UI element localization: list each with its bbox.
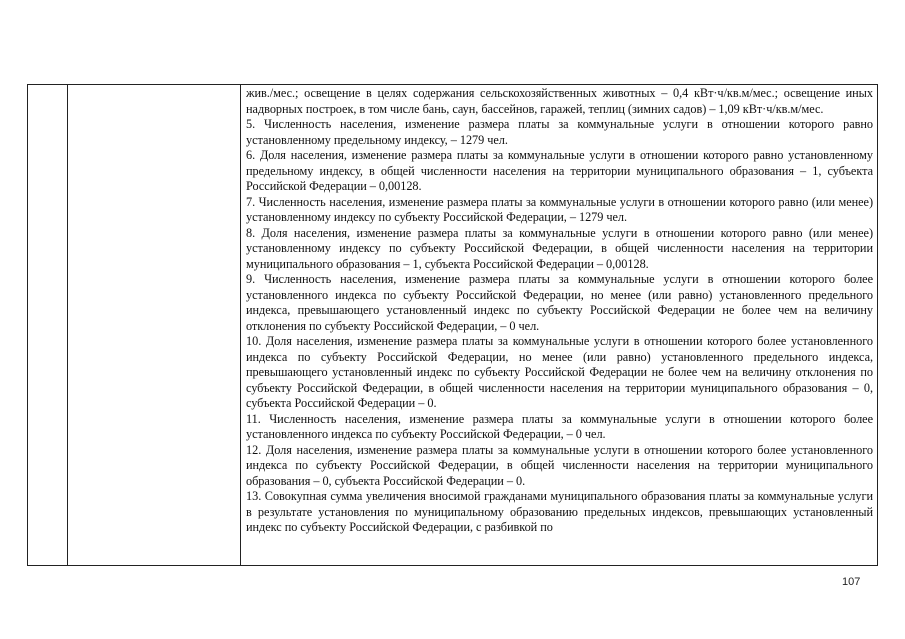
paragraph-lighting-norms: жив./мес.; освещение в целях содержания сельскохозяйственных животных – 0,4 кВт·ч/кв.м/мес.; освещение иных надворных построек, в том числе бань, саун, бассейнов, гаражей, теплиц (зимних садов) – 1,09 кВт·ч/кв.м/мес. (246, 86, 873, 116)
paragraph-item-5: 5. Численность населения, изменение размера платы за коммунальные услуги в отношении которого равно установленному предельному индексу, – 1279 чел. (246, 117, 873, 147)
table-column-text (241, 85, 877, 565)
paragraph-item-13: 13. Совокупная сумма увеличения вносимой гражданами муниципального образования платы за коммунальные услуги в результате установления по муниципальному образованию предельных индексов, превышающих установленный индекс по субъекту Российской Федерации, с разбивкой по (246, 489, 873, 534)
paragraph-item-9: 9. Численность населения, изменение размера платы за коммунальные услуги в отношении которого более установленного индекса по субъекту Российской Федерации, но менее (или равно) установленного предельного индекса, превышающего установленный индекс по субъекту Российской Федерации не более чем на величину отклонения по субъекту Российской Федерации, – 0 чел. (246, 272, 873, 333)
page-number: 107 (842, 576, 861, 588)
paragraph-item-6: 6. Доля населения, изменение размера платы за коммунальные услуги в отношении которого равно установленному предельному индексу, в общей численности населения на территории муниципального образования – 1, субъекта Российской Федерации – 0,00128. (246, 148, 873, 193)
paragraph-item-8: 8. Доля населения, изменение размера платы за коммунальные услуги в отношении которого равно (или менее) установленному индексу по субъекту Российской Федерации, в общей численности населения на территории муниципального образования – 1, субъекта Российской Федерации – 0,00128. (246, 225, 873, 271)
table-column-number (28, 85, 68, 565)
paragraph-item-12: 12. Доля населения, изменение размера платы за коммунальные услуги в отношении которого более установленного индекса по субъекту Российской Федерации, в общей численности населения на территории муниципального образования – 0, субъекта Российской Федерации – 0. (246, 442, 873, 488)
paragraph-item-11: 11. Численность населения, изменение размера платы за коммунальные услуги в отношении которого более установленного индекса по субъекту Российской Федерации, – 0 чел. (246, 411, 873, 441)
paragraph-item-10: 10. Доля населения, изменение размера платы за коммунальные услуги в отношении которого более установленного индекса по субъекту Российской Федерации, но менее (или равно) установленного предельного индекса, превышающего установленный индекс по субъекту Российской Федерации не более чем на величину отклонения по субъекту Российской Федерации, в общей численности населения на территории муниципального образования – 0, субъекта Российской Федерации – 0. (246, 334, 873, 410)
table-column-name (68, 85, 241, 565)
paragraph-item-7: 7. Численность населения, изменение размера платы за коммунальные услуги в отношении которого равно (или менее) установленному индексу по субъекту Российской Федерации, – 1279 чел. (246, 194, 873, 224)
document-table (27, 84, 878, 566)
